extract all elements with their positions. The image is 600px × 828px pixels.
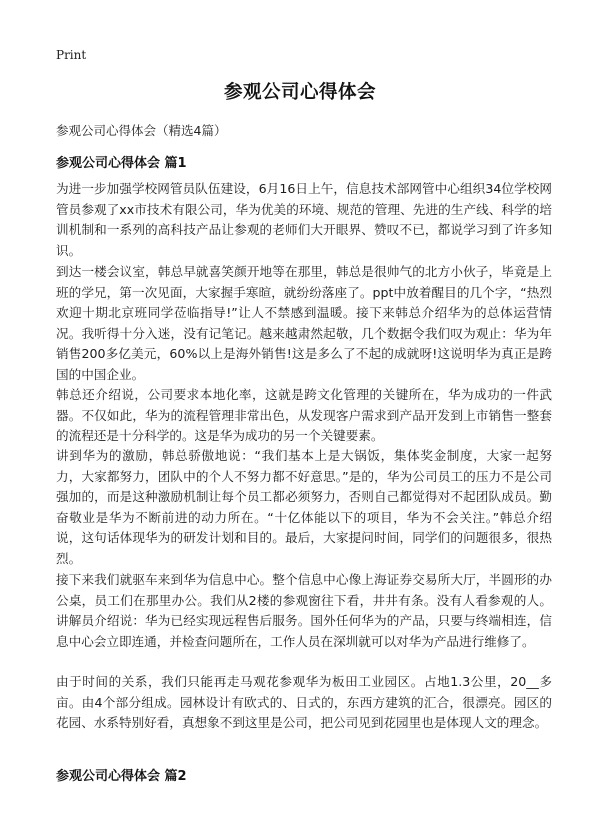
section-heading-2: 参观公司心得体会 篇2 — [56, 769, 187, 784]
paragraph-1: 为进一步加强学校网管员队伍建设，6月16日上午，信息技术部网管中心组织34位学校网管员参观了xx市技术有限公司，华为优美的环境、规范的管理、先进的生产线、科学的培训机制和一系列的高科技产品让参观的老师们大开眼界、赞叹不已，都说学习到了许多知识。 — [56, 181, 552, 258]
print-link[interactable]: Print — [56, 48, 87, 62]
page-title: 参观公司心得体会 — [223, 82, 376, 103]
paragraph-3: 韩总还介绍说，公司要求本地化率，这就是跨文化管理的关键所在，华为成功的一件武器。不仅如此，华为的流程管理非常出色，从发现客户需求到产品开发到上市销售一整套的流程还是十分科学的。这是华为成功的另一个关键要素。 — [56, 387, 552, 443]
document-subtitle: 参观公司心得体会（精选4篇） — [56, 123, 227, 138]
paragraph-2: 到达一楼会议室，韩总早就喜笑颜开地等在那里，韩总是很帅气的北方小伙子，毕竟是上班的学兄，第一次见面，大家握手寒暄，就纷纷落座了。ppt中放着醒目的几个字，“热烈欢迎十期北京班同学莅临指导!”让人不禁感到温暖。接下来韩总介绍华为的总体运营情况。我听得十分入迷，没有记笔记。越来越肃然起敬，几个数据令我们叹为观止：华为年销售200多亿美元，60%以上是海外销售!这是多么了不起的成就呀!这说明华为真正是跨国的中国企业。 — [56, 264, 552, 382]
section-heading-1: 参观公司心得体会 篇1 — [56, 156, 187, 171]
paragraph-6: 由于时间的关系，我们只能再走马观花参观华为板田工业园区。占地1.3公里，20__多亩。由4个部分组成。园林设计有欧式的、日式的，东西方建筑的汇合，很漂亮。园区的花园、水系特别好看，真想象不到这里是公司，把公司见到花园里也是体现人文的理念。 — [56, 674, 552, 730]
paragraph-5: 接下来我们就驱车来到华为信息中心。整个信息中心像上海证券交易所大厅，半圆形的办公桌，员工们在那里办公。我们从2楼的参观窗往下看，井井有条。没有人看参观的人。讲解员介绍说：华为已经实现远程售后服务。国外任何华为的产品，只要与终端相连，信息中心会立即连通，并检查问题所在，工作人员在深圳就可以对华为产品进行维修了。 — [56, 572, 552, 649]
paragraph-4: 讲到华为的激励，韩总骄傲地说：“我们基本上是大锅饭，集体奖金制度，大家一起努力，大家都努力，团队中的个人不努力都不好意思。”是的，华为公司员工的压力不是公司强加的，而是这种激励机制让每个员工都必须努力，否则自己都觉得对不起团队成员。勤奋敬业是华为不断前进的动力所在。“十亿体能以下的项目，华为不会关注。”韩总介绍说，这句话体现华为的研发计划和目的。最后，大家提问时间，同学们的问题很多，很热烈。 — [56, 448, 552, 566]
